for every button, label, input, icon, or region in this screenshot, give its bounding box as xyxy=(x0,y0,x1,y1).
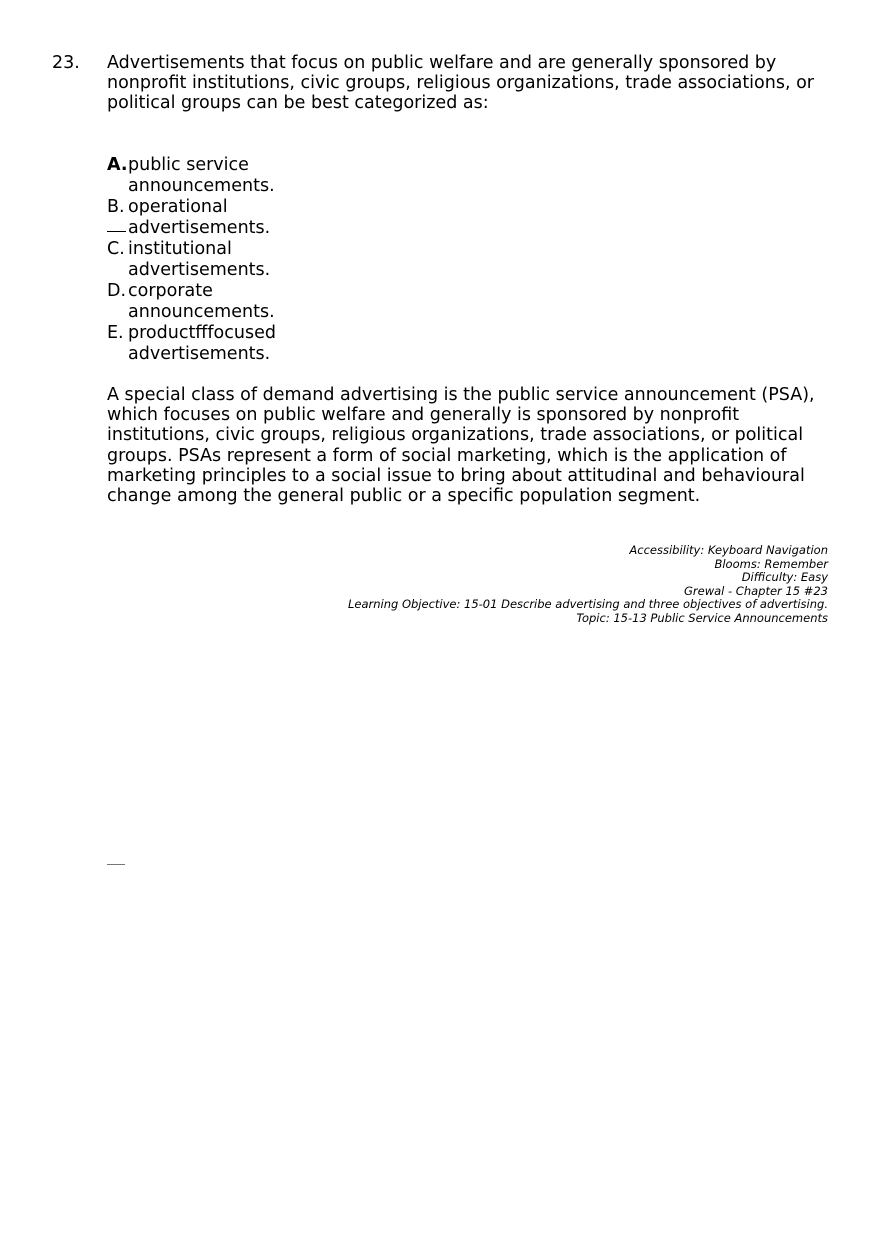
meta-topic: Topic: 15-13 Public Service Announcements xyxy=(576,610,828,625)
meta-learning-objective: Learning Objective: 15-01 Describe advertising and three objectives of advertising. xyxy=(347,597,828,612)
meta-blooms: Blooms: Remember xyxy=(714,556,828,571)
option-b xyxy=(107,197,337,238)
option-text: productfffocused advertisements. xyxy=(128,323,276,364)
option-text: operational advertisements. xyxy=(128,197,271,238)
option-e xyxy=(107,323,337,364)
question-number: 23. xyxy=(52,53,80,73)
option-letter: E. xyxy=(107,323,124,343)
option-c xyxy=(107,239,337,280)
option-text: public service announcements. xyxy=(128,155,275,196)
option-letter: C. xyxy=(107,239,125,259)
answer-explanation: A special class of demand advertising is the public service announcement (PSA), which focuses on public welfare and generally is sponsored by nonprofit institutions, civic groups, religious organizations, trade associations, or political groups. PSAs represent a form of social marketing, which is the application of marketing principles to a social issue to bring about attitudinal and behavioural change among the general public or a specific population segment. xyxy=(107,385,815,507)
option-d xyxy=(107,281,337,322)
question-metadata xyxy=(348,544,828,626)
footer-divider xyxy=(107,864,125,865)
underline-mark xyxy=(107,231,126,232)
option-letter: D. xyxy=(107,281,127,301)
option-a xyxy=(107,155,337,196)
meta-source: Grewal - Chapter 15 #23 xyxy=(683,583,828,598)
option-text: corporate announcements. xyxy=(128,281,275,322)
meta-difficulty: Difficulty: Easy xyxy=(741,570,828,585)
option-letter-label: B. xyxy=(107,197,125,217)
option-letter xyxy=(107,197,128,218)
question-stem: Advertisements that focus on public welfare and are generally sponsored by nonprofit institutions, civic groups, religious organizations, trade associations, or political groups can be best categorized as: xyxy=(107,53,814,113)
option-letter-correct: A. xyxy=(107,155,128,175)
answer-options xyxy=(107,155,337,365)
option-text: institutional advertisements. xyxy=(128,239,271,280)
meta-accessibility: Accessibility: Keyboard Navigation xyxy=(629,543,828,557)
